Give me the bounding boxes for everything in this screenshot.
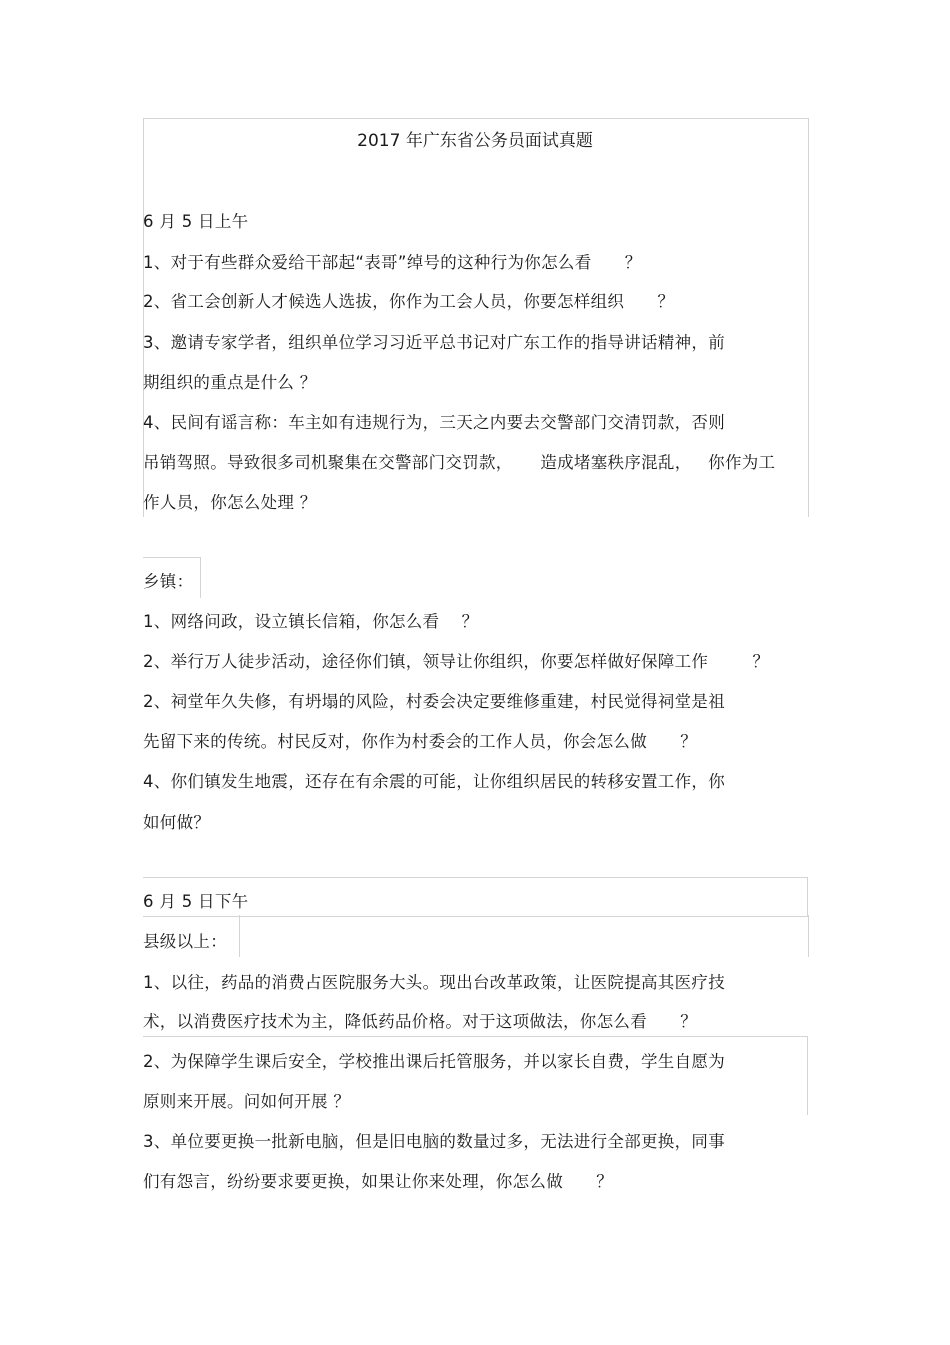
morning-question-3-line-1: 3、邀请专家学者，组织单位学习习近平总书记对广东工作的指导讲话精神，前	[143, 333, 725, 352]
morning-question-4-line-1: 4、民间有谣言称：车主如有违规行为，三天之内要去交警部门交清罚款，否则	[143, 413, 725, 432]
morning-question-3-line-2: 期组织的重点是什么 ？	[143, 373, 317, 392]
morning-question-4-line-2: 吊销驾照。导致很多司机聚集在交警部门交罚款， 造成堵塞秩序混乱， 你作为工	[143, 453, 776, 472]
morning-question-1: 1、对于有些群众爱给干部起“表哥”绰号的这种行为你怎么看 ？	[143, 253, 642, 272]
section-township-heading: 乡镇：	[143, 572, 194, 591]
county-question-3-line-1: 3、单位要更换一批新电脑，但是旧电脑的数量过多，无法进行全部更换，同事	[143, 1132, 725, 1151]
frame-county	[239, 915, 809, 957]
section-afternoon-heading: 6 月 5 日下午	[143, 892, 249, 911]
county-question-2-line-2: 原则来开展。问如何开展 ？	[143, 1092, 351, 1111]
document-title: 2017 年广东省公务员面试真题	[357, 131, 593, 151]
county-question-3-line-2: 们有怨言，纷纷要求要更换，如果让你来处理，你怎么做 ？	[143, 1172, 614, 1191]
morning-question-4-line-3: 作人员，你怎么处理 ？	[143, 493, 317, 512]
morning-question-2: 2、省工会创新人才候选人选拔，你作为工会人员，你要怎样组织 ？	[143, 292, 675, 311]
county-question-2-line-1: 2、为保障学生课后安全，学校推出课后托管服务，并以家长自费，学生自愿为	[143, 1052, 725, 1071]
section-county-heading: 县级以上：	[143, 932, 227, 951]
township-question-4-line-2: 如何做？	[143, 813, 211, 832]
township-question-3-line-1: 2、祠堂年久失修，有坍塌的风险，村委会决定要维修重建，村民觉得祠堂是祖	[143, 692, 725, 711]
county-question-1-line-2: 术，以消费医疗技术为主，降低药品价格。对于这项做法，你怎么看 ？	[143, 1012, 698, 1031]
township-question-4-line-1: 4、你们镇发生地震，还存在有余震的可能，让你组织居民的转移安置工作，你	[143, 772, 725, 791]
township-question-3-line-2: 先留下来的传统。村民反对，你作为村委会的工作人员，你会怎么做 ？	[143, 732, 698, 751]
section-morning-heading: 6 月 5 日上午	[143, 212, 249, 231]
township-question-2: 2、举行万人徒步活动，途径你们镇，领导让你组织，你要怎样做好保障工作 ？	[143, 652, 770, 671]
county-question-1-line-1: 1、以往，药品的消费占医院服务大头。现出台改革政策，让医院提高其医疗技	[143, 973, 725, 992]
township-question-1: 1、网络问政，设立镇长信箱，你怎么看 ？	[143, 612, 479, 631]
